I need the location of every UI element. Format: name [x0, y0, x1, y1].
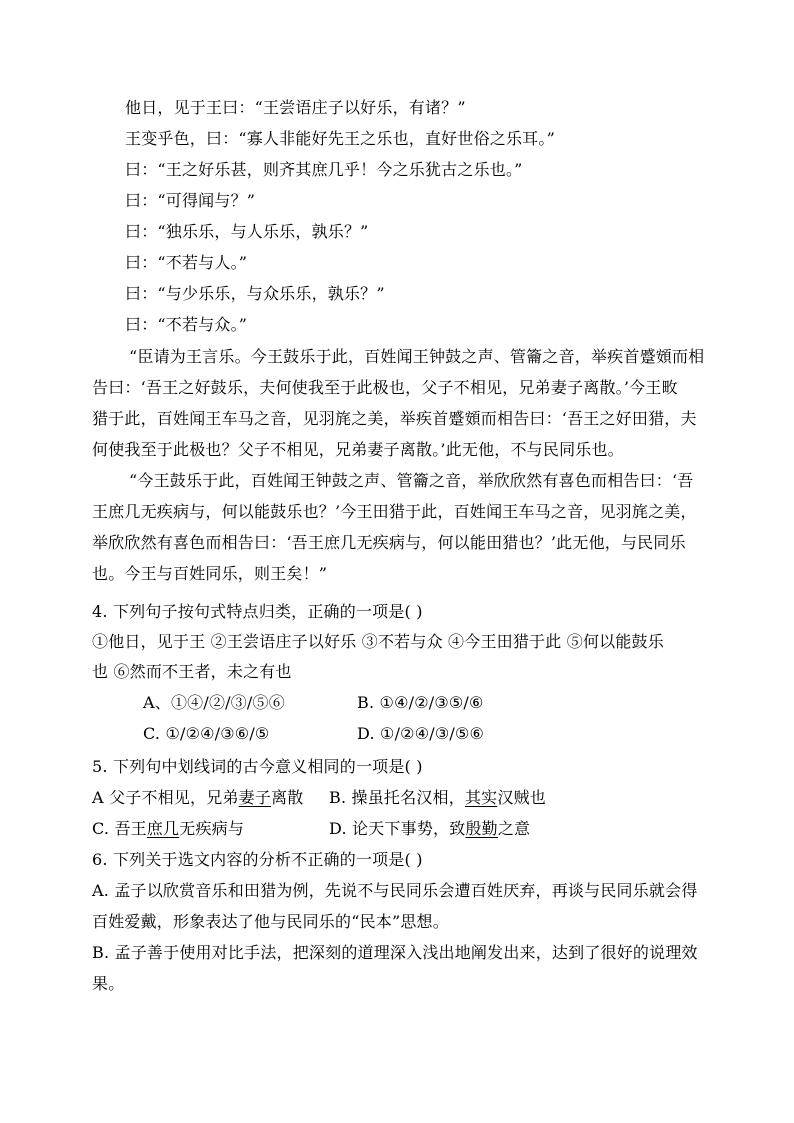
dialogue-line: 曰：“与少乐乐，与众乐乐，孰乐？”: [125, 284, 385, 303]
passage-line: 猎于此，百姓闻王车马之音，见羽旄之美，举疾首蹙頞而相告曰：‘吾王之好田猎，夫: [92, 409, 697, 428]
question-4-option-c: C. ①/②④/③⑥/⑤: [143, 724, 270, 743]
question-6-option-a: 百姓爱戴，形象表达了他与民同乐的“民本”思想。: [92, 912, 449, 931]
passage-line: 告曰：‘吾王之好鼓乐，夫何使我至于此极也，父子不相见，兄弟妻子离散。’今王畋: [92, 378, 678, 397]
question-5-stem: 5. 下列句中划线词的古今意义相同的一项是( ): [92, 757, 423, 776]
underlined-word: 其实: [464, 788, 498, 807]
underlined-word: 殷勤: [465, 819, 498, 838]
question-4-option-b: B. ①④/②/③⑤/⑥: [357, 693, 484, 712]
option-text: 之意: [497, 819, 531, 838]
passage-line: 举欣欣然有喜色而相告曰：‘吾王庶几无疾病与，何以能田猎也？’此无他，与民同乐: [92, 533, 686, 552]
dialogue-line: 曰：“不若与人。”: [125, 253, 248, 272]
question-6-option-a: A. 孟子以欣赏音乐和田猎为例，先说不与民同乐会遭百姓厌弃，再谈与民同乐就会得: [92, 881, 698, 900]
option-text: 无疾病与: [179, 819, 245, 838]
underlined-word: 妻子: [238, 788, 272, 807]
dialogue-line: 他日，见于王曰：“王尝语庄子以好乐，有诸？”: [125, 98, 466, 117]
option-text: B. 操虽托名汉相，: [329, 788, 465, 807]
question-4-items: ①他日，见于王 ②王尝语庄子以好乐 ③不若与众 ④今王田猎于此 ⑤何以能鼓乐: [92, 632, 664, 651]
question-5-option-d: [329, 819, 530, 839]
question-4-stem: 4. 下列句子按句式特点归类，正确的一项是( ): [92, 602, 423, 621]
passage-line: 何使我至于此极也？父子不相见，兄弟妻子离散。’此无他，不与民同乐也。: [92, 440, 624, 459]
dialogue-line: 曰：“不若与众。”: [125, 315, 248, 334]
passage-line: “臣请为王言乐。今王鼓乐于此，百姓闻王钟鼓之声、管籥之音，举疾首蹙頞而相: [129, 347, 705, 366]
passage-line: 也。今王与百姓同乐，则王矣！”: [92, 564, 328, 583]
underlined-word: 庶几: [146, 819, 180, 838]
option-text: C. 吾王: [92, 819, 147, 838]
question-4-items: 也 ⑥然而不王者，未之有也: [92, 662, 292, 681]
option-text: A 父子不相见，兄弟: [92, 788, 239, 807]
option-text: 汉贼也: [497, 788, 546, 807]
question-5-option-a: [92, 788, 303, 808]
question-6-option-b: B. 孟子善于使用对比手法，把深刻的道理深入浅出地阐发出来，达到了很好的说理效: [92, 943, 698, 962]
question-6-stem: 6. 下列关于选文内容的分析不正确的一项是( ): [92, 850, 423, 869]
question-5-option-c: [92, 819, 244, 839]
dialogue-line: 曰：“可得闻与？”: [125, 191, 256, 210]
dialogue-line: 曰：“独乐乐，与人乐乐，孰乐？”: [125, 222, 369, 241]
dialogue-line: 曰：“王之好乐甚，则齐其庶几乎！今之乐犹古之乐也。”: [125, 160, 523, 179]
dialogue-line: 王变乎色，曰：“寡人非能好先王之乐也，直好世俗之乐耳。”: [125, 129, 555, 148]
question-6-option-b: 果。: [92, 974, 125, 993]
passage-line: 王庶几无疾病与，何以能鼓乐也？’今王田猎于此，百姓闻王车马之音，见羽旄之美，: [92, 502, 697, 521]
question-4-option-d: D. ①/②④/③/⑤⑥: [357, 724, 485, 743]
question-5-option-b: [329, 788, 546, 808]
passage-line: “今王鼓乐于此，百姓闻王钟鼓之声、管籥之音，举欣欣然有喜色而相告曰：‘吾: [129, 471, 694, 490]
option-text: 离散: [271, 788, 304, 807]
question-4-option-a: A、①④/②/③/⑤⑥: [143, 693, 285, 712]
option-text: D. 论天下事势，致: [329, 819, 466, 838]
